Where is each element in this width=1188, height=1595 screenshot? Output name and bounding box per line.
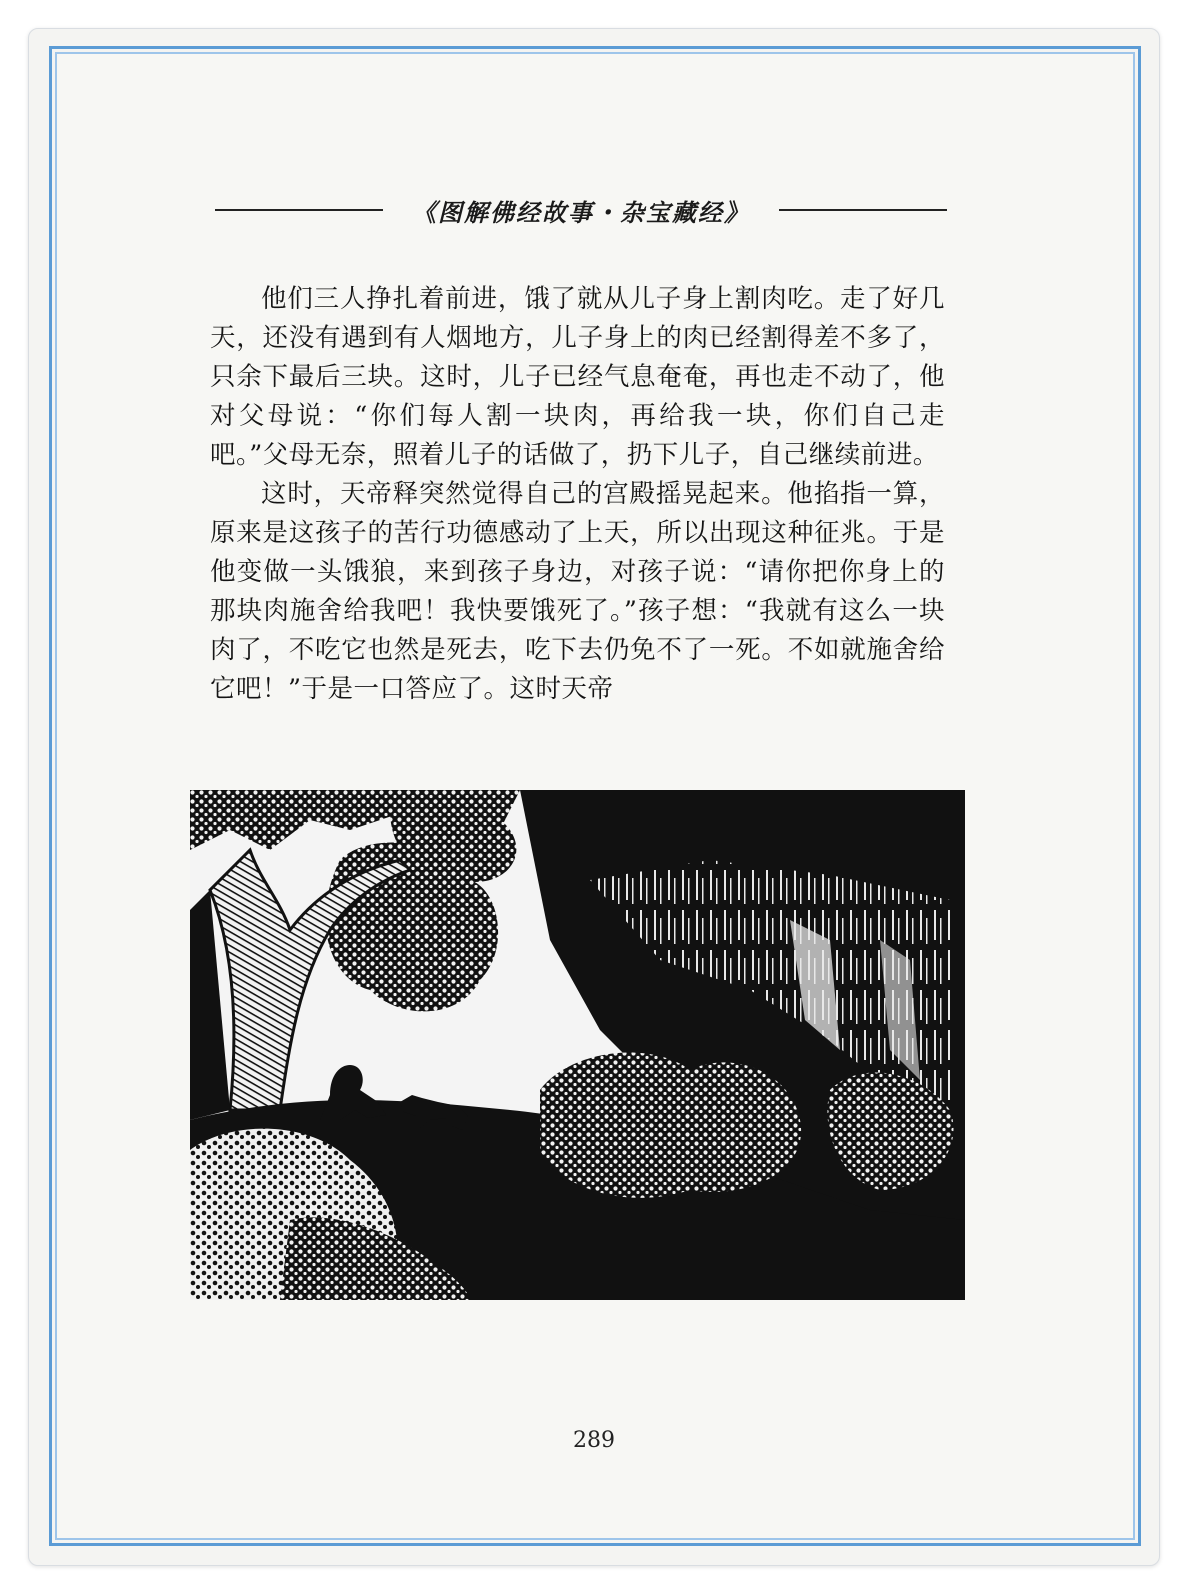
- woodcut-forest-wolf-boy-illustration-icon: [190, 790, 965, 1300]
- woodcut-illustration: [190, 790, 965, 1300]
- header-rule-left: [215, 209, 383, 211]
- paragraph-2: 这时，天帝释突然觉得自己的宫殿摇晃起来。他掐指一算，原来是这孩子的苦行功德感动了上天，所以出现这种征兆。于是他变做一头饿狼，来到孩子身边，对孩子说：“请你把你身上的那块肉施舍给我吧！我快要饿死了。”孩子想：“我就有这么一块肉了，不吃它也然是死去，吃下去仍免不了一死。不如就施舍给它吧！”于是一口答应了。这时天帝: [210, 479, 945, 704]
- paragraph-1: 他们三人挣扎着前进，饿了就从儿子身上割肉吃。走了好几天，还没有遇到有人烟地方，儿子身上的肉已经割得差不多了，只余下最后三块。这时，儿子已经气息奄奄，再也走不动了，他对父母说：“你们每人割一块肉，再给我一块，你们自己走吧。”父母无奈，照着儿子的话做了，扔下儿子，自己继续前进。: [210, 284, 945, 470]
- body-text: [210, 280, 945, 709]
- page-number: 289: [573, 1428, 615, 1453]
- header-title: 《图解佛经故事・杂宝藏经》: [412, 197, 750, 227]
- header-rule-right: [779, 209, 947, 211]
- running-header: [215, 190, 947, 230]
